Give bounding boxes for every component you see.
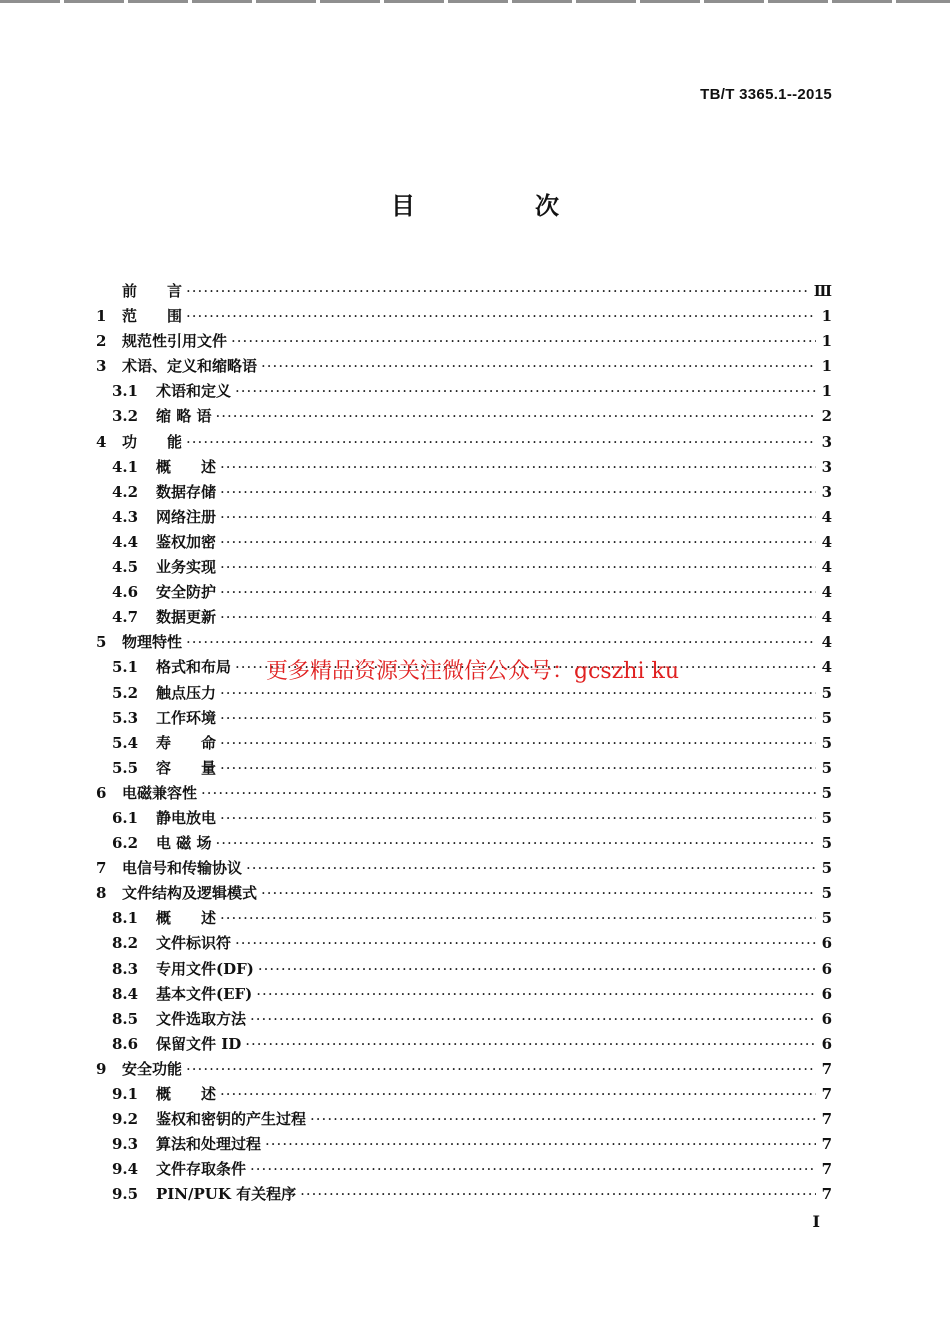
toc-entry[interactable]	[96, 305, 832, 330]
toc-entry-number: 9.2	[112, 1110, 139, 1129]
toc-entry-label: 术语和定义	[156, 382, 232, 401]
toc-entry-page: 5	[821, 783, 832, 802]
toc-dot-leader	[215, 407, 816, 425]
toc-entry[interactable]	[96, 757, 832, 782]
toc-entry[interactable]	[96, 1008, 832, 1033]
toc-dot-leader	[261, 884, 816, 902]
toc-entry-page: 4	[821, 558, 832, 577]
toc-entry-page: 4	[821, 658, 832, 677]
toc-entry-page: 4	[821, 507, 832, 526]
toc-entry-number: 8.6	[112, 1034, 139, 1053]
toc-dot-leader	[250, 1160, 816, 1178]
toc-entry-number: 9.1	[112, 1085, 139, 1103]
toc-entry[interactable]	[96, 456, 832, 481]
toc-dot-leader	[220, 508, 816, 526]
toc-entry-number: 8.4	[112, 984, 139, 1003]
toc-entry-page: 6	[821, 984, 832, 1003]
toc-entry-page: 1	[821, 307, 832, 326]
toc-entry-label: 缩 略 语	[156, 407, 212, 426]
toc-dot-leader	[235, 382, 816, 400]
toc-entry-number: 4.4	[112, 532, 139, 551]
toc-entry[interactable]	[96, 581, 832, 606]
toc-entry-page: 6	[821, 959, 832, 978]
toc-entry-number: 4.3	[112, 507, 139, 526]
toc-entry[interactable]	[96, 882, 832, 907]
toc-dot-leader	[250, 1010, 816, 1028]
toc-dot-leader	[300, 1185, 816, 1203]
toc-dot-leader	[186, 433, 816, 451]
toc-entry-number: 4.7	[112, 608, 139, 627]
toc-entry-label: 物理特性	[122, 633, 183, 652]
toc-dot-leader	[186, 1060, 816, 1078]
toc-dot-leader	[186, 307, 816, 325]
toc-entry-number: 2	[96, 332, 107, 351]
toc-entry-label: 前 言	[122, 282, 183, 300]
toc-entry-page: 6	[821, 934, 832, 953]
toc-entry[interactable]	[96, 1033, 832, 1058]
toc-entry-label: 文件存取条件	[156, 1160, 247, 1179]
toc-dot-leader	[186, 633, 816, 651]
toc-entry[interactable]	[96, 782, 832, 807]
toc-entry-number: 8.5	[112, 1009, 139, 1028]
toc-entry-number: 6.2	[112, 834, 139, 853]
toc-entry-page: 5	[821, 834, 832, 853]
toc-entry-number: 4.1	[112, 457, 139, 476]
toc-dot-leader	[220, 909, 816, 927]
toc-entry[interactable]	[96, 807, 832, 832]
toc-entry-page: 4	[821, 583, 832, 602]
toc-entry-number: 6.1	[112, 808, 139, 827]
toc-entry[interactable]	[96, 1083, 832, 1108]
toc-entry[interactable]	[96, 431, 832, 456]
toc-entry-label: 规范性引用文件	[122, 332, 228, 351]
toc-entry-number: 3	[96, 357, 107, 376]
toc-dot-leader	[246, 859, 816, 877]
toc-dot-leader	[220, 709, 816, 727]
toc-entry-number: 4.5	[112, 558, 139, 577]
toc-dot-leader	[256, 985, 816, 1003]
toc-entry-page: 7	[821, 1185, 832, 1204]
toc-dot-leader	[220, 483, 816, 501]
toc-entry-label: 业务实现	[156, 558, 217, 577]
toc-entry-label: 安全功能	[122, 1059, 183, 1078]
toc-entry-number: 5.4	[112, 733, 139, 752]
toc-entry-number: 8.3	[112, 959, 139, 978]
scan-top-edge	[0, 0, 950, 3]
toc-entry-page: 2	[821, 407, 832, 426]
toc-entry-label: 鉴权加密	[156, 532, 217, 551]
toc-entry-number: 5.3	[112, 708, 139, 727]
toc-entry-page: 7	[821, 1160, 832, 1179]
toc-dot-leader	[220, 583, 816, 601]
toc-dot-leader	[245, 1035, 816, 1053]
toc-entry-page: 7	[821, 1059, 832, 1078]
toc-entry-page: 3	[821, 432, 832, 451]
toc-dot-leader	[261, 357, 816, 375]
toc-entry-number: 8.2	[112, 934, 139, 953]
toc-entry-label: 电信号和传输协议	[122, 859, 243, 878]
toc-entry[interactable]	[96, 682, 832, 707]
toc-entry-label: 概 述	[156, 1085, 217, 1103]
toc-entry-page: 7	[821, 1135, 832, 1154]
toc-entry-page: 4	[821, 633, 832, 652]
page-title: 目 次	[391, 191, 607, 220]
toc-entry-number: 5	[96, 633, 107, 652]
toc-entry[interactable]	[96, 1183, 832, 1208]
toc-entry[interactable]	[96, 1133, 832, 1158]
toc-dot-leader	[186, 282, 810, 300]
toc-entry-number: 9.3	[112, 1135, 139, 1154]
toc-entry-label: 寿 命	[156, 733, 217, 752]
toc-dot-leader	[220, 558, 816, 576]
toc-entry-page: 1	[821, 382, 832, 401]
toc-entry-label: 术语、定义和缩略语	[122, 357, 258, 376]
toc-dot-leader	[220, 684, 816, 702]
toc-entry-number: 4.6	[112, 583, 139, 602]
toc-entry-page: 1	[821, 332, 832, 351]
page-number: Ⅰ	[812, 1212, 820, 1231]
toc-dot-leader	[310, 1110, 816, 1128]
toc-entry-number: 5.1	[112, 658, 139, 677]
toc-entry-page: 5	[821, 733, 832, 752]
toc-entry-number: 9	[96, 1059, 107, 1078]
toc-entry-label: 静电放电	[156, 808, 217, 827]
toc-entry-page: 1	[821, 357, 832, 376]
toc-dot-leader	[220, 759, 816, 777]
toc-entry-label: 专用文件(DF)	[156, 959, 254, 978]
toc-entry-page: 5	[821, 909, 832, 928]
toc-entry[interactable]	[96, 606, 832, 631]
toc-entry-page: 5	[821, 708, 832, 727]
toc-dot-leader	[220, 608, 816, 626]
toc-entry-page: 3	[821, 457, 832, 476]
toc-entry-page: 4	[821, 532, 832, 551]
toc-entry-page: 6	[821, 1009, 832, 1028]
toc-dot-leader	[265, 1135, 816, 1153]
toc-entry-number: 9.5	[112, 1185, 139, 1204]
toc-entry-number: 1	[96, 307, 107, 326]
toc-entry[interactable]	[96, 506, 832, 531]
toc-entry[interactable]	[96, 958, 832, 983]
toc-entry-label: 容 量	[156, 758, 217, 777]
watermark-text: 更多精品资源关注微信公众号：gcszhi ku	[266, 659, 679, 684]
toc-entry-number: 3.2	[112, 407, 139, 426]
toc-entry[interactable]	[96, 832, 832, 857]
toc-entry[interactable]	[96, 531, 832, 556]
toc-dot-leader	[235, 934, 816, 952]
toc-entry[interactable]	[96, 380, 832, 405]
toc-entry[interactable]	[96, 481, 832, 506]
toc-entry[interactable]	[96, 556, 832, 581]
toc-entry-number: 7	[96, 859, 107, 878]
toc-entry-label: 数据更新	[156, 608, 217, 627]
toc-entry-label: 格式和布局	[156, 658, 232, 677]
toc-entry-number: 5.5	[112, 758, 139, 777]
toc-entry-page: 5	[821, 859, 832, 878]
toc-entry[interactable]	[96, 857, 832, 882]
toc-entry-number: 8	[96, 884, 107, 903]
toc-entry[interactable]	[96, 355, 832, 380]
toc-entry-page: 5	[821, 884, 832, 903]
toc-entry[interactable]	[96, 983, 832, 1008]
toc-entry[interactable]	[96, 1158, 832, 1183]
toc-dot-leader	[220, 734, 816, 752]
toc-entry-page: 3	[821, 482, 832, 501]
toc-entry-label: 文件标识符	[156, 934, 232, 953]
toc-entry-label: 算法和处理过程	[156, 1135, 262, 1154]
toc-entry-page: 7	[821, 1110, 832, 1129]
toc-entry-label: 电磁兼容性	[122, 783, 198, 802]
toc-entry-page: 5	[821, 808, 832, 827]
toc-entry-page: Ⅲ	[813, 282, 832, 300]
toc-entry[interactable]	[96, 907, 832, 932]
toc-entry-page: 5	[821, 683, 832, 702]
toc-entry-number: 4	[96, 432, 107, 451]
toc-entry-label: 文件选取方法	[156, 1009, 247, 1028]
toc-entry-number: 8.1	[112, 909, 139, 928]
toc-entry-label: 工作环境	[156, 708, 217, 727]
standard-code: TB/T 3365.1--2015	[700, 86, 832, 103]
toc-dot-leader	[220, 458, 816, 476]
toc-entry-label: 保留文件 ID	[156, 1034, 242, 1053]
toc-dot-leader	[215, 834, 816, 852]
toc-entry[interactable]	[96, 1058, 832, 1083]
toc-entry[interactable]	[96, 280, 832, 305]
toc-entry-label: 鉴权和密钥的产生过程	[156, 1110, 307, 1129]
toc-entry-label: 概 述	[156, 457, 217, 476]
toc-entry-label: 网络注册	[156, 507, 217, 526]
toc-entry-label: 安全防护	[156, 583, 217, 602]
toc-entry[interactable]	[96, 707, 832, 732]
toc-entry-page: 6	[821, 1034, 832, 1053]
toc-entry-label: 数据存储	[156, 482, 217, 501]
toc-entry-label: 基本文件(EF)	[156, 984, 253, 1003]
toc-dot-leader	[258, 960, 816, 978]
toc-entry-label: 功 能	[122, 432, 183, 451]
toc-entry[interactable]	[96, 732, 832, 757]
toc-entry[interactable]	[96, 1108, 832, 1133]
toc-entry-number: 4.2	[112, 482, 139, 501]
toc-entry[interactable]	[96, 932, 832, 957]
toc-entry-label: 范 围	[122, 307, 183, 326]
toc-dot-leader	[231, 332, 816, 350]
toc-entry[interactable]	[96, 405, 832, 430]
toc-dot-leader	[220, 533, 816, 551]
toc-entry-label: 文件结构及逻辑模式	[122, 884, 258, 903]
toc-entry-page: 4	[821, 608, 832, 627]
toc-entry-page: 7	[821, 1085, 832, 1103]
toc-entry-number: 6	[96, 783, 107, 802]
toc-entry-label: 电 磁 场	[156, 834, 212, 853]
table-of-contents	[96, 280, 832, 1208]
toc-entry-number: 3.1	[112, 382, 139, 401]
toc-entry-number: 5.2	[112, 683, 139, 702]
toc-entry-label: 触点压力	[156, 683, 217, 702]
toc-entry-label: 概 述	[156, 909, 217, 928]
toc-entry[interactable]	[96, 631, 832, 656]
toc-dot-leader	[201, 784, 816, 802]
toc-entry[interactable]	[96, 330, 832, 355]
toc-dot-leader	[220, 809, 816, 827]
toc-dot-leader	[220, 1085, 816, 1103]
toc-entry-page: 5	[821, 758, 832, 777]
toc-entry-number: 9.4	[112, 1160, 139, 1179]
toc-entry-label: PIN/PUK 有关程序	[156, 1185, 297, 1204]
